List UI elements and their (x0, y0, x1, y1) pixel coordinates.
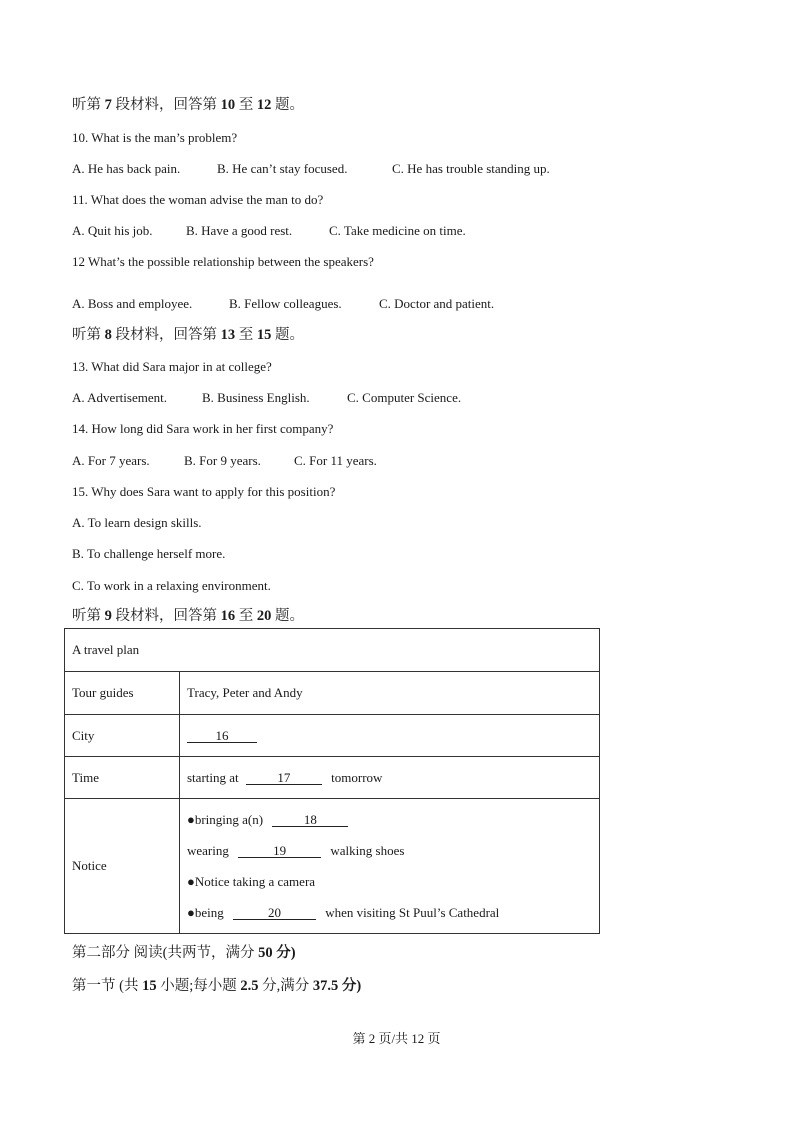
city-label: City (65, 715, 180, 757)
option-b: B. To challenge herself more. (72, 546, 226, 561)
time-post-text: tomorrow (331, 769, 383, 785)
blank-18: 18 (272, 813, 348, 827)
blank-19: 19 (238, 844, 321, 858)
heading-number: 15 (256, 327, 272, 343)
option-a: A. Advertisement. (72, 390, 167, 405)
city-value (180, 715, 600, 757)
blank-17: 17 (246, 771, 322, 785)
heading-text: 至 (235, 97, 257, 113)
notice-text: wearing (187, 843, 229, 858)
heading-text: 听第 (72, 327, 105, 343)
notice-value (180, 799, 600, 934)
time-pre-text: starting at (187, 769, 239, 785)
blank-20: 20 (233, 906, 316, 920)
option-b: B. Business English. (202, 390, 310, 405)
section9-heading (72, 607, 304, 625)
section-title-text: 分,满分 (258, 978, 313, 994)
table-row (65, 629, 600, 672)
table-title: A travel plan (65, 629, 600, 672)
heading-number: 16 (220, 608, 236, 624)
heading-text: 至 (235, 608, 257, 624)
part2-section1-title (72, 977, 361, 995)
table-row (65, 715, 600, 757)
option-b: B. Fellow colleagues. (229, 296, 342, 311)
heading-number: 10 (220, 97, 236, 113)
section7-heading (72, 96, 304, 114)
option-c: C. Computer Science. (347, 390, 462, 405)
notice-item (187, 897, 599, 928)
heading-text: 题。 (271, 327, 304, 343)
section-title-number: 37.5 (312, 978, 339, 994)
option-a: A. Quit his job. (72, 223, 153, 238)
question-13-stem: 13. What did Sara major in at college? (72, 359, 272, 374)
heading-number: 9 (104, 608, 112, 624)
question-12-stem: 12 What’s the possible relationship between the speakers? (72, 254, 374, 269)
notice-item: ●Notice taking a camera (187, 874, 316, 889)
heading-number: 13 (220, 327, 236, 343)
notice-text: when visiting St Puul’s Cathedral (325, 905, 500, 920)
option-a: A. To learn design skills. (72, 515, 202, 530)
option-b: B. For 9 years. (184, 453, 261, 468)
section-title-number: 2.5 (240, 978, 259, 994)
question-14-stem: 14. How long did Sara work in her first company? (72, 421, 334, 436)
section-title-text: 第一节 (共 (72, 978, 143, 994)
heading-text: 至 (235, 327, 257, 343)
option-b: B. Have a good rest. (186, 223, 293, 238)
heading-text: 听第 (72, 608, 105, 624)
notice-text: walking shoes (330, 843, 405, 858)
travel-plan-table (64, 628, 600, 934)
option-b: B. He can’t stay focused. (217, 161, 348, 176)
notice-text: ●being (187, 905, 224, 920)
blank-16: 16 (187, 729, 257, 743)
table-row (65, 757, 600, 799)
heading-text: 段材料，回答第 (111, 97, 221, 113)
option-c: C. Doctor and patient. (379, 296, 495, 311)
table-row (65, 799, 600, 934)
table-row (65, 672, 600, 715)
notice-item (187, 804, 599, 835)
option-c: C. To work in a relaxing environment. (72, 578, 271, 593)
option-c: C. For 11 years. (294, 453, 377, 468)
heading-number: 8 (104, 327, 112, 343)
section-title-text: 小题;每小题 (156, 978, 241, 994)
part2-title (72, 944, 296, 962)
option-c: C. He has trouble standing up. (392, 161, 550, 176)
option-a: A. Boss and employee. (72, 296, 193, 311)
notice-item (187, 835, 599, 866)
section-title-text: 分) (338, 978, 362, 994)
heading-text: 段材料，回答第 (111, 608, 221, 624)
time-label: Time (65, 757, 180, 799)
question-15-stem: 15. Why does Sara want to apply for this position? (72, 484, 336, 499)
question-10-stem: 10. What is the man’s problem? (72, 130, 238, 145)
section-title-number: 15 (142, 978, 157, 994)
heading-text: 听第 (72, 97, 105, 113)
tour-guides-label: Tour guides (65, 672, 180, 715)
part-title-text: 第二部分 阅读(共两节，满分 (72, 945, 259, 961)
tour-guides-value: Tracy, Peter and Andy (180, 672, 600, 715)
notice-text: ●bringing a(n) (187, 812, 264, 827)
heading-number: 7 (104, 97, 112, 113)
section8-heading (72, 326, 304, 344)
question-11-stem: 11. What does the woman advise the man to do? (72, 192, 324, 207)
notice-label: Notice (65, 799, 180, 934)
heading-text: 题。 (271, 97, 304, 113)
part-title-number: 50 (258, 945, 273, 961)
heading-number: 12 (256, 97, 272, 113)
option-a: A. He has back pain. (72, 161, 181, 176)
option-a: A. For 7 years. (72, 453, 150, 468)
page-footer: 第 2 页/共 12 页 (352, 1031, 441, 1046)
option-c: C. Take medicine on time. (329, 223, 466, 238)
part-title-text: 分) (272, 945, 296, 961)
time-value (180, 757, 600, 799)
heading-text: 段材料，回答第 (111, 327, 221, 343)
heading-number: 20 (256, 608, 272, 624)
heading-text: 题。 (271, 608, 304, 624)
